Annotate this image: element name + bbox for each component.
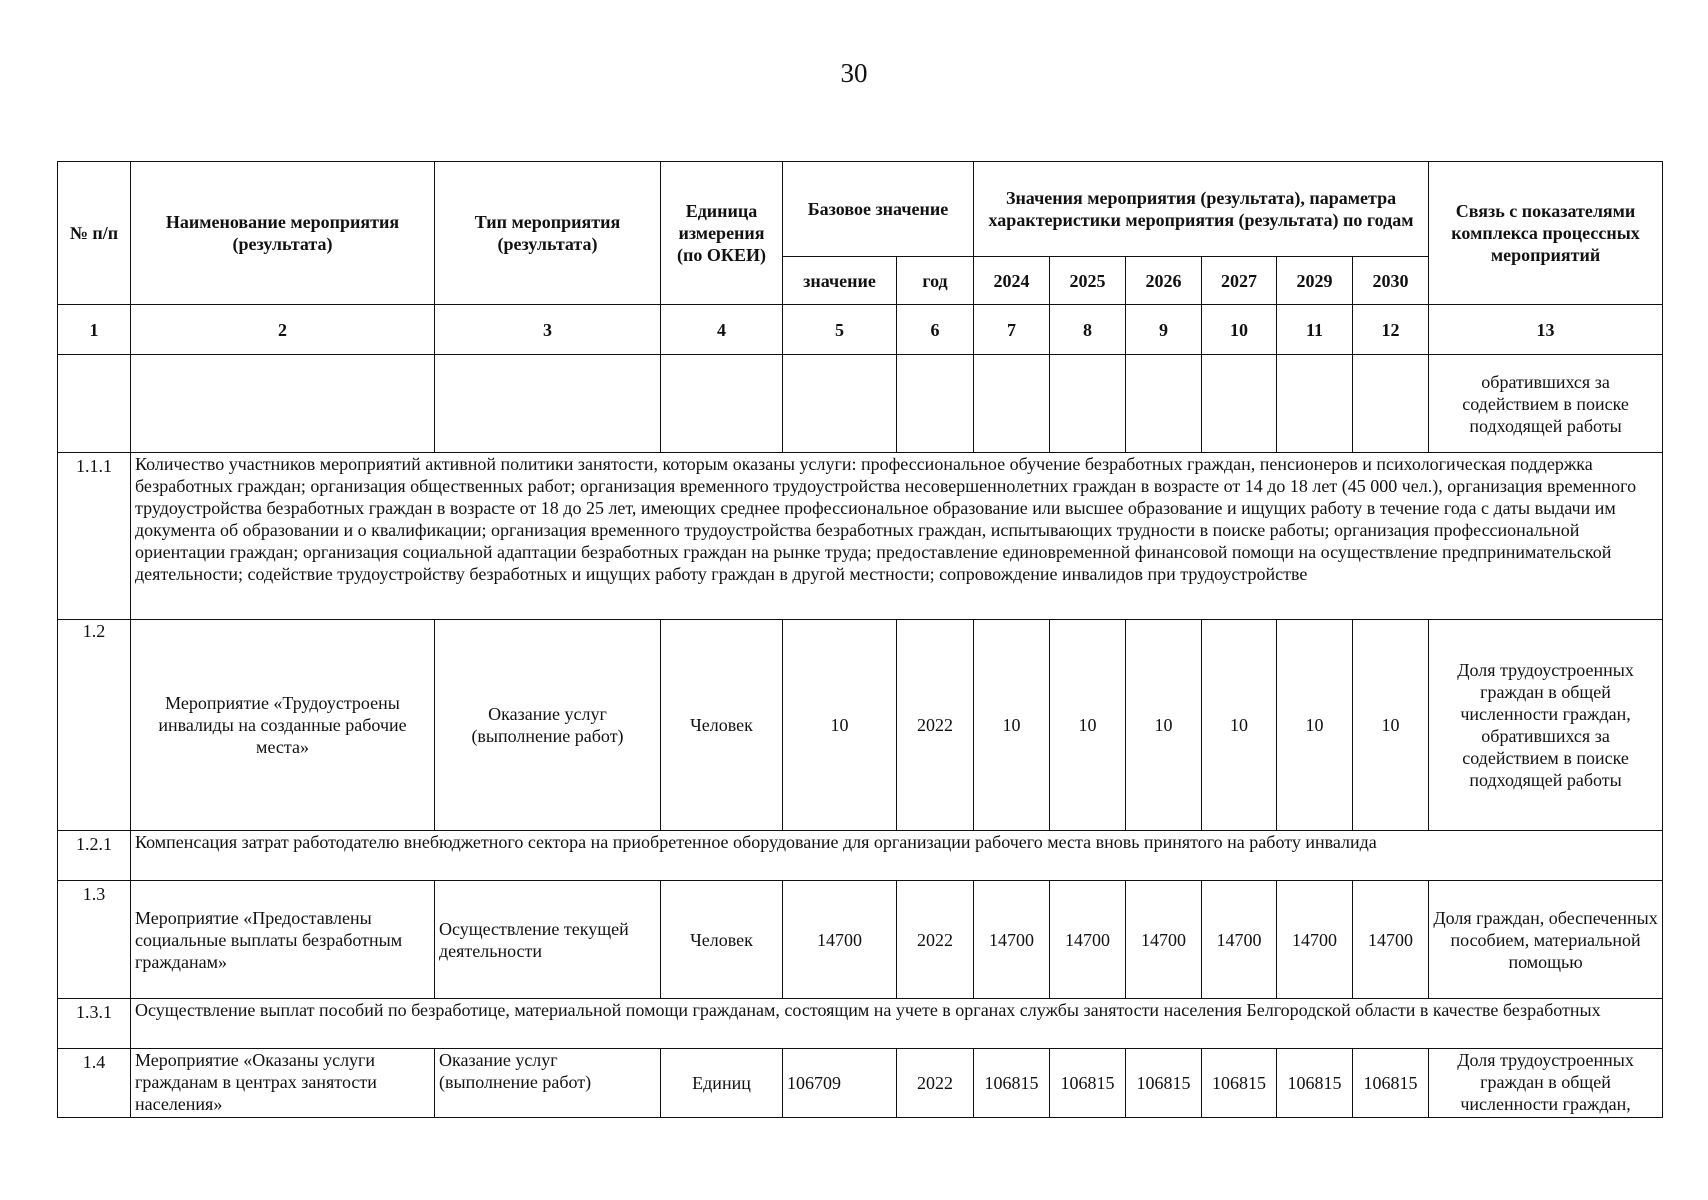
activity-name: Мероприятие «Трудоустроены инвалиды на созданные рабочие места» — [131, 620, 435, 831]
link-cell: Доля трудоустроенных граждан в общей численности граждан, обратившихся за содействием в поиске подходящей работы — [1429, 620, 1663, 831]
column-number: 2 — [131, 305, 435, 355]
value-2026: 10 — [1126, 620, 1202, 831]
value-2026: 106815 — [1126, 1049, 1202, 1118]
value-2030: 10 — [1353, 620, 1429, 831]
activities-table — [57, 161, 1663, 1118]
value-2026: 14700 — [1126, 881, 1202, 999]
activity-name: Мероприятие «Предоставлены социальные выплаты безработным гражданам» — [131, 881, 435, 999]
row-1-2 — [58, 620, 1663, 831]
value-2024: 106815 — [974, 1049, 1050, 1118]
value-2030: 106815 — [1353, 1049, 1429, 1118]
header-year-2026: 2026 — [1126, 257, 1202, 305]
column-number: 5 — [783, 305, 897, 355]
link-cell: Доля граждан, обеспеченных пособием, материальной помощью — [1429, 881, 1663, 999]
header-unit: Единица измерения (по ОКЕИ) — [661, 162, 783, 305]
empty-cell — [1126, 355, 1202, 453]
value-2029: 14700 — [1277, 881, 1353, 999]
header-year-2030: 2030 — [1353, 257, 1429, 305]
column-number: 11 — [1277, 305, 1353, 355]
header-link: Связь с показателями комплекса процессных мероприятий — [1429, 162, 1663, 305]
row-number: 1.3 — [58, 881, 131, 999]
base-year: 2022 — [897, 620, 974, 831]
column-number: 3 — [435, 305, 661, 355]
empty-cell — [1277, 355, 1353, 453]
header-base: Базовое значение — [783, 162, 974, 257]
row-number: 1.2 — [58, 620, 131, 831]
column-number: 4 — [661, 305, 783, 355]
header-base-value: значение — [783, 257, 897, 305]
base-year: 2022 — [897, 1049, 974, 1118]
continuation-row — [58, 355, 1663, 453]
header-year-2024: 2024 — [974, 257, 1050, 305]
value-2025: 106815 — [1050, 1049, 1126, 1118]
empty-cell — [1050, 355, 1126, 453]
header-row-1 — [58, 162, 1663, 257]
row-1-3 — [58, 881, 1663, 999]
activity-type: Оказание услуг (выполнение работ) — [435, 620, 661, 831]
column-number: 1 — [58, 305, 131, 355]
column-number: 9 — [1126, 305, 1202, 355]
value-2029: 10 — [1277, 620, 1353, 831]
value-2029: 106815 — [1277, 1049, 1353, 1118]
row-1-4 — [58, 1049, 1663, 1118]
value-2030: 14700 — [1353, 881, 1429, 999]
value-2024: 14700 — [974, 881, 1050, 999]
row-description: Компенсация затрат работодателю внебюджетного сектора на приобретенное оборудование для организации рабочего места вновь принятого на работу инвалида — [131, 831, 1663, 881]
row-description: Осуществление выплат пособий по безработице, материальной помощи гражданам, состоящим на учете в органах службы занятости населения Белгородской области в качестве безработных — [131, 999, 1663, 1049]
column-number: 12 — [1353, 305, 1429, 355]
row-number: 1.3.1 — [58, 999, 131, 1049]
header-year-2025: 2025 — [1050, 257, 1126, 305]
column-number: 7 — [974, 305, 1050, 355]
activity-type: Оказание услуг (выполнение работ) — [435, 1049, 661, 1118]
empty-cell — [435, 355, 661, 453]
value-2024: 10 — [974, 620, 1050, 831]
activity-type: Осуществление текущей деятельности — [435, 881, 661, 999]
column-number: 10 — [1202, 305, 1277, 355]
header-type: Тип мероприятия (результата) — [435, 162, 661, 305]
header-year-2027: 2027 — [1202, 257, 1277, 305]
row-number: 1.4 — [58, 1049, 131, 1118]
link-cell: Доля трудоустроенных граждан в общей численности граждан, — [1429, 1049, 1663, 1118]
header-name: Наименование мероприятия (результата) — [131, 162, 435, 305]
empty-cell — [1202, 355, 1277, 453]
page-number: 30 — [840, 58, 868, 88]
column-numbers-row — [58, 305, 1663, 355]
row-1-2-1 — [58, 831, 1663, 881]
header-num: № п/п — [58, 162, 131, 305]
value-2027: 14700 — [1202, 881, 1277, 999]
empty-cell — [661, 355, 783, 453]
empty-cell — [1353, 355, 1429, 453]
column-number: 6 — [897, 305, 974, 355]
value-2027: 10 — [1202, 620, 1277, 831]
base-value: 106709 — [783, 1049, 897, 1118]
activity-unit: Человек — [661, 620, 783, 831]
base-year: 2022 — [897, 881, 974, 999]
value-2025: 10 — [1050, 620, 1126, 831]
empty-cell — [58, 355, 131, 453]
column-number: 8 — [1050, 305, 1126, 355]
value-2025: 14700 — [1050, 881, 1126, 999]
empty-cell — [974, 355, 1050, 453]
row-description: Количество участников мероприятий активной политики занятости, которым оказаны услуги: профессиональное обучение безработных граждан, пенсионеров и психологическая поддержка безработных граждан; организация общественных работ; организация временного трудоустройства несовершеннолетних граждан в возрасте от 14 до 18 лет (45 000 чел.), организация временного трудоустройства безработных граждан в возрасте от 18 до 25 лет, имеющих среднее профессиональное образование или высшее образование и ищущих работу в течение года с даты выдачи им документа об образовании и о квалификации; организация временного трудоустройства безработных граждан, испытывающих трудности в поиске работы; организация профессиональной ориентации граждан; организация социальной адаптации безработных граждан на рынке труда; предоставление единовременной финансовой помощи на осуществление предпринимательской деятельности; содействие трудоустройству безработных и ищущих работу граждан в другой местности; сопровождение инвалидов при трудоустройстве — [131, 453, 1663, 620]
row-1-3-1 — [58, 999, 1663, 1049]
link-cell: обратившихся за содействием в поиске подходящей работы — [1429, 355, 1663, 453]
header-base-year: год — [897, 257, 974, 305]
base-value: 14700 — [783, 881, 897, 999]
empty-cell — [131, 355, 435, 453]
activity-unit: Единиц — [661, 1049, 783, 1118]
row-1-1-1 — [58, 453, 1663, 620]
base-value: 10 — [783, 620, 897, 831]
row-number: 1.1.1 — [58, 453, 131, 620]
column-number: 13 — [1429, 305, 1663, 355]
activity-name: Мероприятие «Оказаны услуги гражданам в центрах занятости населения» — [131, 1049, 435, 1118]
header-year-2029: 2029 — [1277, 257, 1353, 305]
row-number: 1.2.1 — [58, 831, 131, 881]
empty-cell — [783, 355, 897, 453]
value-2027: 106815 — [1202, 1049, 1277, 1118]
header-values: Значения мероприятия (результата), параметра характеристики мероприятия (результата) по годам — [974, 162, 1429, 257]
empty-cell — [897, 355, 974, 453]
activity-unit: Человек — [661, 881, 783, 999]
